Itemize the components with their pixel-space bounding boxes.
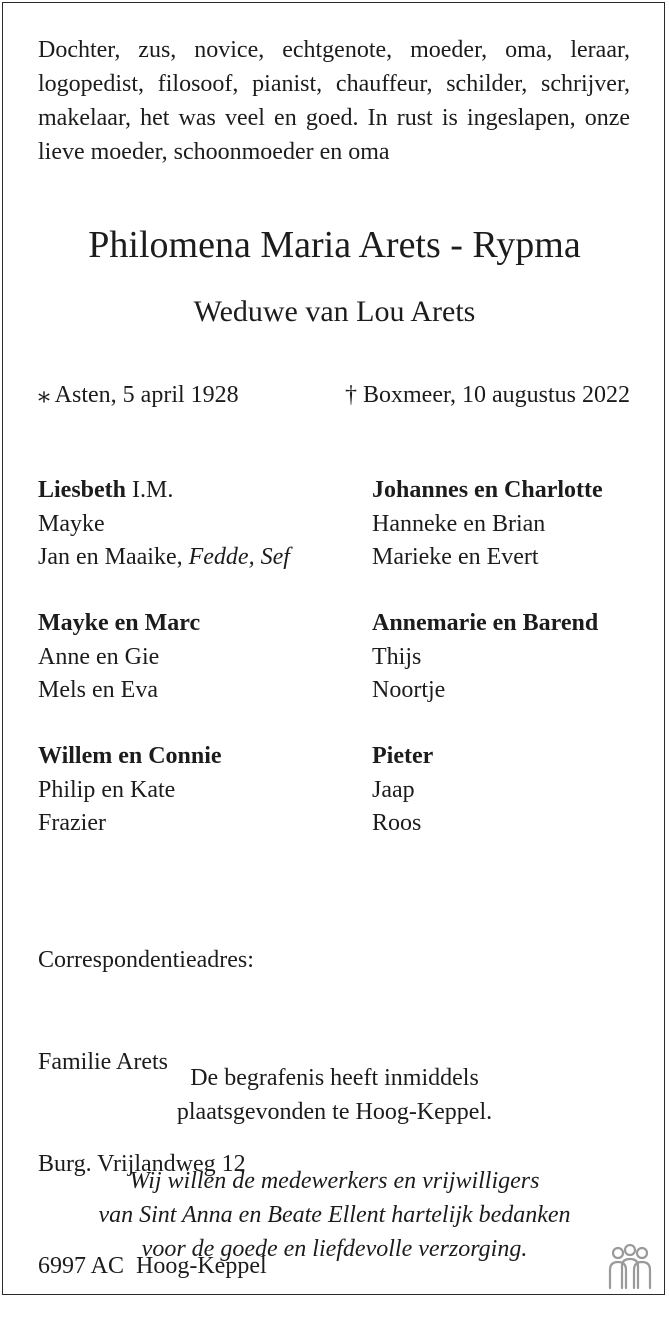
family-group-johannes xyxy=(372,474,603,575)
family-member: Marieke en Evert xyxy=(372,544,539,570)
family-group-mayke xyxy=(38,607,200,708)
family-member: Frazier xyxy=(38,810,106,836)
family-group-annemarie xyxy=(372,607,598,708)
family-head-line xyxy=(38,474,290,508)
family-group-willem xyxy=(38,740,222,841)
family-head: Johannes en Charlotte xyxy=(372,477,603,503)
thanks-line: van Sint Anna en Beate Ellent hartelijk bedanken xyxy=(98,1202,571,1228)
family-member xyxy=(38,541,290,575)
funeral-notice xyxy=(0,1061,669,1129)
family-member: Mayke xyxy=(38,510,105,537)
family-member-plain: Jan en Maaike, xyxy=(38,544,189,570)
thanks-line: voor de goede en liefdevolle verzorging. xyxy=(141,1236,528,1262)
family-member: Jaap xyxy=(372,776,415,803)
family-member: Anne en Gie xyxy=(38,643,160,670)
family-head-suffix: I.M. xyxy=(126,477,174,503)
address-label: Correspondentieadres: xyxy=(38,947,254,973)
family-head: Annemarie en Barend xyxy=(372,610,599,636)
family-head: Mayke en Marc xyxy=(38,610,201,636)
thanks-note xyxy=(0,1164,669,1266)
family-head: Willem en Connie xyxy=(38,743,222,769)
family-member: Philip en Kate xyxy=(38,776,176,803)
deceased-name: Philomena Maria Arets - Rypma xyxy=(88,224,581,266)
family-group-liesbeth xyxy=(38,474,290,575)
address-line: Familie Arets xyxy=(38,1049,168,1075)
family-member: Roos xyxy=(372,810,422,836)
family-member-italic: Fedde, Sef xyxy=(188,544,290,570)
family-head: Pieter xyxy=(372,743,434,769)
thanks-line: Wij willen de medewerkers en vrijwilligers xyxy=(129,1168,540,1194)
family-member: Mels en Eva xyxy=(38,677,158,703)
intro-text: Dochter, zus, novice, echtgenote, moeder, oma, leraar, logopedist, filosoof, pianist, chauffeur, schilder, schrijver, makelaar, het was veel en goed. In rust is ingeslapen, onze lieve moeder, schoonmoeder en oma xyxy=(38,37,630,165)
family-member: Hanneke en Brian xyxy=(372,510,546,537)
family-head: Liesbeth xyxy=(38,477,127,503)
family-group-pieter xyxy=(372,740,433,841)
family-people-icon xyxy=(604,1244,656,1292)
address-line: 6997 AC Hoog-Keppel xyxy=(38,1253,267,1279)
birth-date: ⁎ Asten, 5 april 1928 xyxy=(38,382,239,408)
death-date: † Boxmeer, 10 augustus 2022 xyxy=(344,382,630,408)
family-member: Noortje xyxy=(372,677,446,703)
address-line: Burg. Vrijlandweg 12 xyxy=(38,1151,246,1177)
funeral-line: De begrafenis heeft inmiddels xyxy=(190,1065,479,1091)
funeral-line: plaatsgevonden te Hoog-Keppel. xyxy=(176,1099,493,1125)
family-member: Thijs xyxy=(372,643,422,670)
deceased-subtitle: Weduwe van Lou Arets xyxy=(193,295,476,328)
